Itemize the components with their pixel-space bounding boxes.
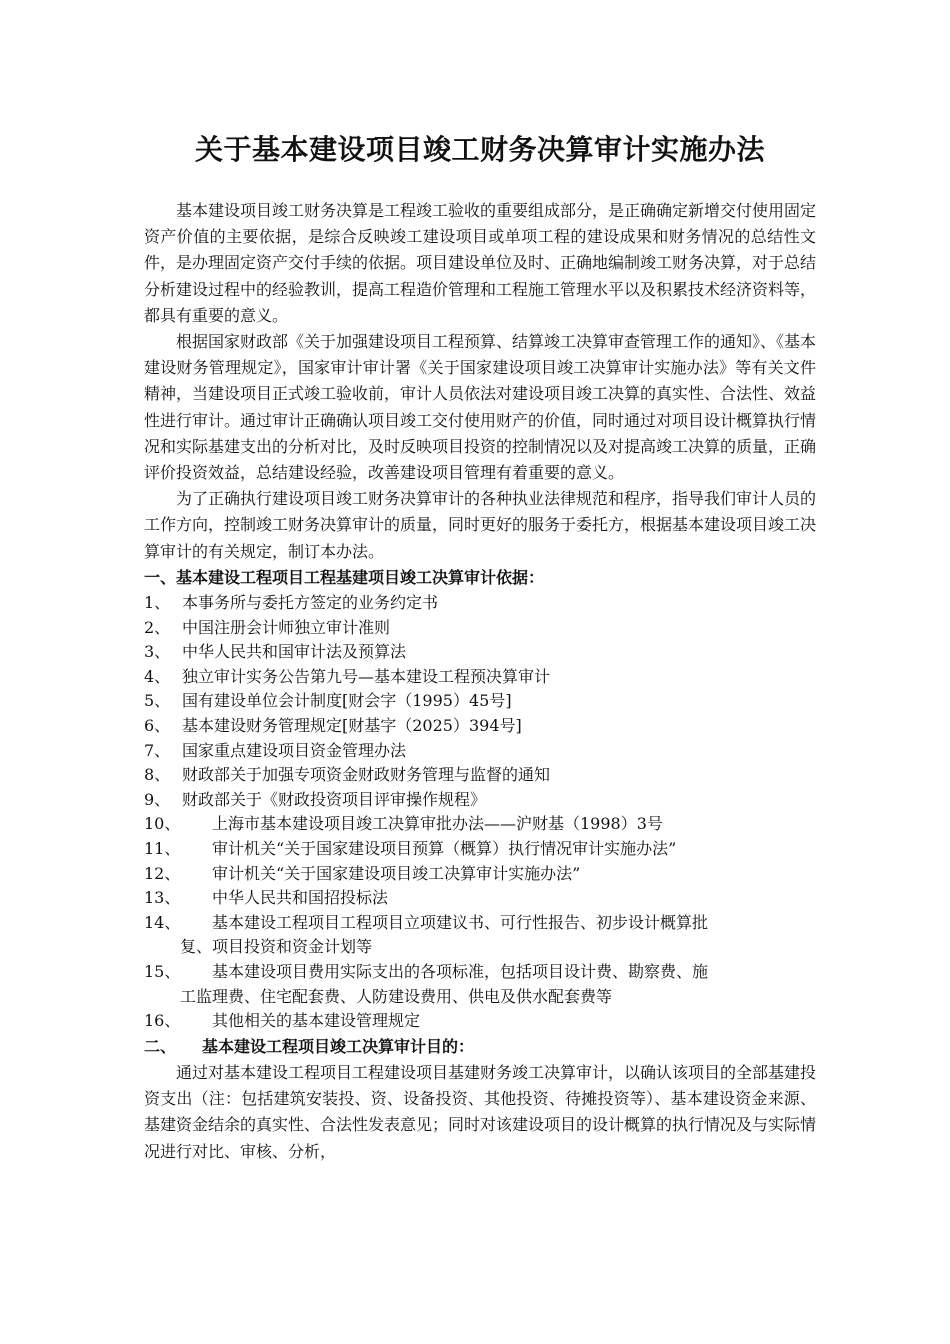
intro-paragraph-3: 为了正确执行建设项目竣工财务决算审计的各种执业法律规范和程序，指导我们审计人员的工作方向，控制竣工财务决算审计的质量，同时更好的服务于委托方，根据基本建设项目竣工决算审计的有关规定，制订本办法。 [144, 489, 817, 561]
list-item-number: 8、 [144, 765, 171, 785]
list-item-text: 独立审计实务公告第九号—基本建设工程预决算审计 [182, 666, 551, 686]
list-item-text: 财政部关于加强专项资金财政财务管理与监督的通知 [182, 765, 551, 785]
list-item-number: 13、 [144, 888, 181, 908]
list-item-number: 6、 [144, 716, 171, 736]
list-item [144, 689, 816, 714]
list-item-text: 基本建设工程项目工程项目立项建议书、可行性报告、初步设计概算批 [212, 912, 709, 932]
list-item-number: 14、 [144, 912, 181, 932]
list-item [144, 1009, 816, 1034]
list-item [144, 911, 816, 960]
list-item-number: 9、 [144, 789, 171, 809]
list-item-continuation: 复、项目投资和资金计划等 [180, 937, 373, 957]
section-1-heading: 一、基本建设工程项目工程基建项目竣工决算审计依据： [144, 567, 545, 587]
list-item-number: 12、 [144, 863, 181, 883]
section-2-heading [144, 1034, 816, 1060]
intro-paragraph-2: 根据国家财政部《关于加强建设项目工程预算、结算竣工决算审查管理工作的通知》、《基本建设财务管理规定》，国家审计审计署《关于国家建设项目竣工决算审计实施办法》等有关文件精神，当建设项目正式竣工验收前，审计人员依法对建设项目竣工决算的真实性、合法性、效益性进行审计。通过审计正确确认项目竣工交付使用财产的价值，同时通过对项目设计概算执行情况和实际基建支出的分析对比，及时反映项目投资的控制情况以及对提高竣工决算的质量，正确评价投资效益，总结建设经验，改善建设项目管理有着重要的意义。 [144, 332, 817, 483]
list-item-continuation: 工监理费、住宅配套费、人防建设费用、供电及供水配套费等 [180, 986, 613, 1006]
list-item-text: 基本建设项目费用实际支出的各项标准，包括项目设计费、勘察费、施 [212, 961, 709, 981]
list-item-number: 16、 [144, 1011, 181, 1031]
list-item-text: 上海市基本建设项目竣工决算审批办法——沪财基（1998）3号 [212, 814, 663, 834]
list-item [144, 616, 816, 641]
list-item-number: 1、 [144, 593, 171, 613]
list-item-number: 11、 [144, 838, 181, 858]
list-item [144, 739, 816, 764]
list-item-text: 中国注册会计师独立审计准则 [182, 617, 391, 637]
list-item [144, 591, 816, 616]
intro-paragraph-1: 基本建设项目竣工财务决算是工程竣工验收的重要组成部分，是正确确定新增交付使用固定资产价值的主要依据，是综合反映竣工建设项目或单项工程的建设成果和财务情况的总结性文件，是办理固定资产交付手续的依据。项目建设单位及时、正确地编制竣工财务决算，对于总结分析建设过程中的经验教训，提高工程造价管理和工程施工管理水平以及积累技术经济资料等，都具有重要的意义。 [144, 201, 817, 325]
list-item-text: 本事务所与委托方签定的业务约定书 [182, 593, 439, 613]
basis-list [144, 591, 816, 1034]
list-item-number: 4、 [144, 666, 171, 686]
list-item [144, 714, 816, 739]
list-item [144, 812, 816, 837]
list-item [144, 640, 816, 665]
list-item-text: 审计机关“关于国家建设项目预算（概算）执行情况审计实施办法” [212, 838, 677, 858]
list-item-text: 中华人民共和国审计法及预算法 [182, 642, 407, 662]
list-item-text: 国家重点建设项目资金管理办法 [182, 740, 407, 760]
list-item-text: 财政部关于《财政投资项目评审操作规程》 [182, 789, 487, 809]
list-item-text: 国有建设单位会计制度[财会字（1995）45号] [182, 691, 512, 711]
list-item [144, 788, 816, 813]
list-item [144, 960, 816, 1009]
list-item-number: 5、 [144, 691, 171, 711]
list-item-text: 审计机关“关于国家建设项目竣工决算审计实施办法” [212, 863, 581, 883]
document-title: 关于基本建设项目竣工财务决算审计实施办法 [194, 133, 765, 166]
section-2-number: 二、 [144, 1036, 177, 1056]
list-item [144, 862, 816, 887]
list-item-number: 7、 [144, 740, 171, 760]
list-item-number: 3、 [144, 642, 171, 662]
list-item-number: 2、 [144, 617, 171, 637]
list-item-text: 其他相关的基本建设管理规定 [212, 1011, 421, 1031]
section-2-title: 基本建设工程项目竣工决算审计目的： [202, 1036, 475, 1056]
section-2-paragraph: 通过对基本建设工程项目工程建设项目基建财务竣工决算审计，以确认该项目的全部基建投资支出（注：包括建筑安装投、资、设备投资、其他投资、待摊投资等）、基本建设资金来源、基建资金结余的真实性、合法性发表意见；同时对该建设项目的设计概算的执行情况及与实际情况进行对比、审核、分析， [144, 1062, 817, 1161]
list-item-number: 10、 [144, 814, 181, 834]
list-item [144, 837, 816, 862]
list-item-number: 15、 [144, 961, 181, 981]
list-item [144, 763, 816, 788]
list-item [144, 665, 816, 690]
list-item-text: 中华人民共和国招投标法 [212, 888, 389, 908]
list-item-text: 基本建设财务管理规定[财基字（2025）394号] [182, 716, 522, 736]
list-item [144, 886, 816, 911]
